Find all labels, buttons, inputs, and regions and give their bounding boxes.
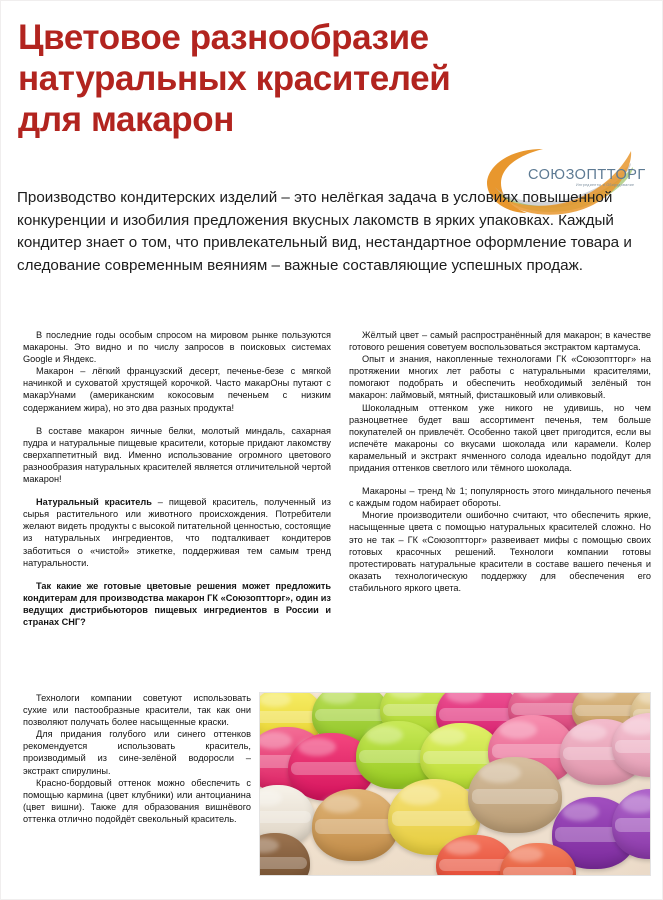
natural-colorant-paragraph — [23, 496, 331, 569]
page-title: Цветовое разнообразие натуральных красителей для макарон — [18, 18, 451, 139]
right-column — [349, 329, 651, 594]
paragraph: Шоколадным оттенком уже никого не удивишь, но чем разноцветнее будет ваш ассортимент печенья, тем больше покупателей он привлечёт. Особенно такой цвет пригодится, если вы испечёте макароны со вкусами шоколада или карамели. Колер карамельный и экстракт ячменного солода идеально подойдут для придания оттенков светлого или тёмного шоколада. — [349, 402, 651, 474]
macaron — [312, 789, 398, 861]
paragraph: Технологи компании советуют использовать сухие или пастообразные красители, так как они позволяют получать более насыщенные краски. — [23, 693, 251, 728]
natural-colorant-rest: – пищевой краситель, полученный из сырья растительного или животного происхождения. Потребители желают видеть продукты с высокой питательной ценностью, состоящие из натуральных ингредиентов, что подталкивает кондитеров заботиться о «чистой» этикетке, поддерживая тем самым тренд натуральности. — [23, 497, 331, 568]
intro-paragraph: Производство кондитерских изделий – это нелёгкая задача в условиях повышенной конкуренции и изобилия предложения вкусных лакомств в ярких упаковках. Каждый кондитер знает о том, что привлекательный вид, нестандартное оформление товара и следование современным веяниям – важные составляющие успешных продаж. — [17, 189, 632, 274]
question-paragraph: Так какие же готовые цветовые решения может предложить кондитерам для производства макарон ГК «Союзоптторг», один из ведущих дистрибьюторов пищевых ингредиентов в России и странах СНГ? — [23, 580, 331, 627]
macaron — [468, 757, 562, 833]
logo-tagline: Ингредиенты и Оборудование — [576, 183, 635, 187]
paragraph: Опыт и знания, накопленные технологами ГК «Союзоптторг» на протяжении многих лет работы с натуральными красителями, помогают подобрать и обеспечить необходимый зелёный тон макарон: лаймовый, мятный, фисташковый или оливковый. — [349, 354, 651, 401]
paragraph: Для придания голубого или синего оттенков рекомендуется использовать краситель, производимый из сине-зелёной водоросли – экстракт спирулины. — [23, 729, 251, 776]
paragraph: В составе макарон яичные белки, молотый миндаль, сахарная пудра и натуральные пищевые красители, которые придают лакомству сверхаппетитный вид. Именно использование огромного цветового разнообразия натуральных красителей является отличительной чертой макарон! — [23, 425, 331, 485]
natural-colorant-lead: Натуральный краситель — [36, 497, 152, 508]
paragraph: Многие производители ошибочно считают, что обеспечить яркие, насыщенные цвета с помощью натуральных красителей сложно. Но это не так – ГК «Союзоптторг» развеивает мифы с помощью своих готовых красочных решений. Технологи компании готовы протестировать натуральные красители в составе вашего печенья и оказать технологическую поддержку для обеспечения его стабильного яркого цвета. — [349, 510, 651, 593]
paragraph: В последние годы особым спросом на мировом рынке пользуются макароны. Это видно и по числу запросов в поисковых системах Google и Яндекс. — [23, 330, 331, 365]
page-header — [1, 1, 663, 187]
macaron-photo — [259, 692, 651, 876]
paragraph: Красно-бордовый оттенок можно обеспечить с помощью кармина (цвет клубники) или антоцианина (цвет вишни). Также для образования вишнёвого оттенка отлично подойдёт свекольный краситель. — [23, 777, 251, 824]
left-column-lower — [23, 692, 251, 825]
paragraph: Макарон – лёгкий французский десерт, печенье-безе с мягкой начинкой и суховатой хрустящей корочкой. Часто макарОны путают с макарУнами (американским кокосовым печеньем с низким содержанием жира), но это два разных продукта! — [23, 366, 331, 413]
left-column — [23, 329, 331, 628]
logo-wordmark: СОЮЗОПТТОРГ — [528, 167, 646, 183]
paragraph: Макароны – тренд № 1; популярность этого миндального печенья с каждым годом набирает обороты. — [349, 486, 651, 509]
paragraph: Жёлтый цвет – самый распространённый для макарон; в качестве готового решения советуем воспользоваться экстрактом картамуса. — [349, 330, 651, 353]
